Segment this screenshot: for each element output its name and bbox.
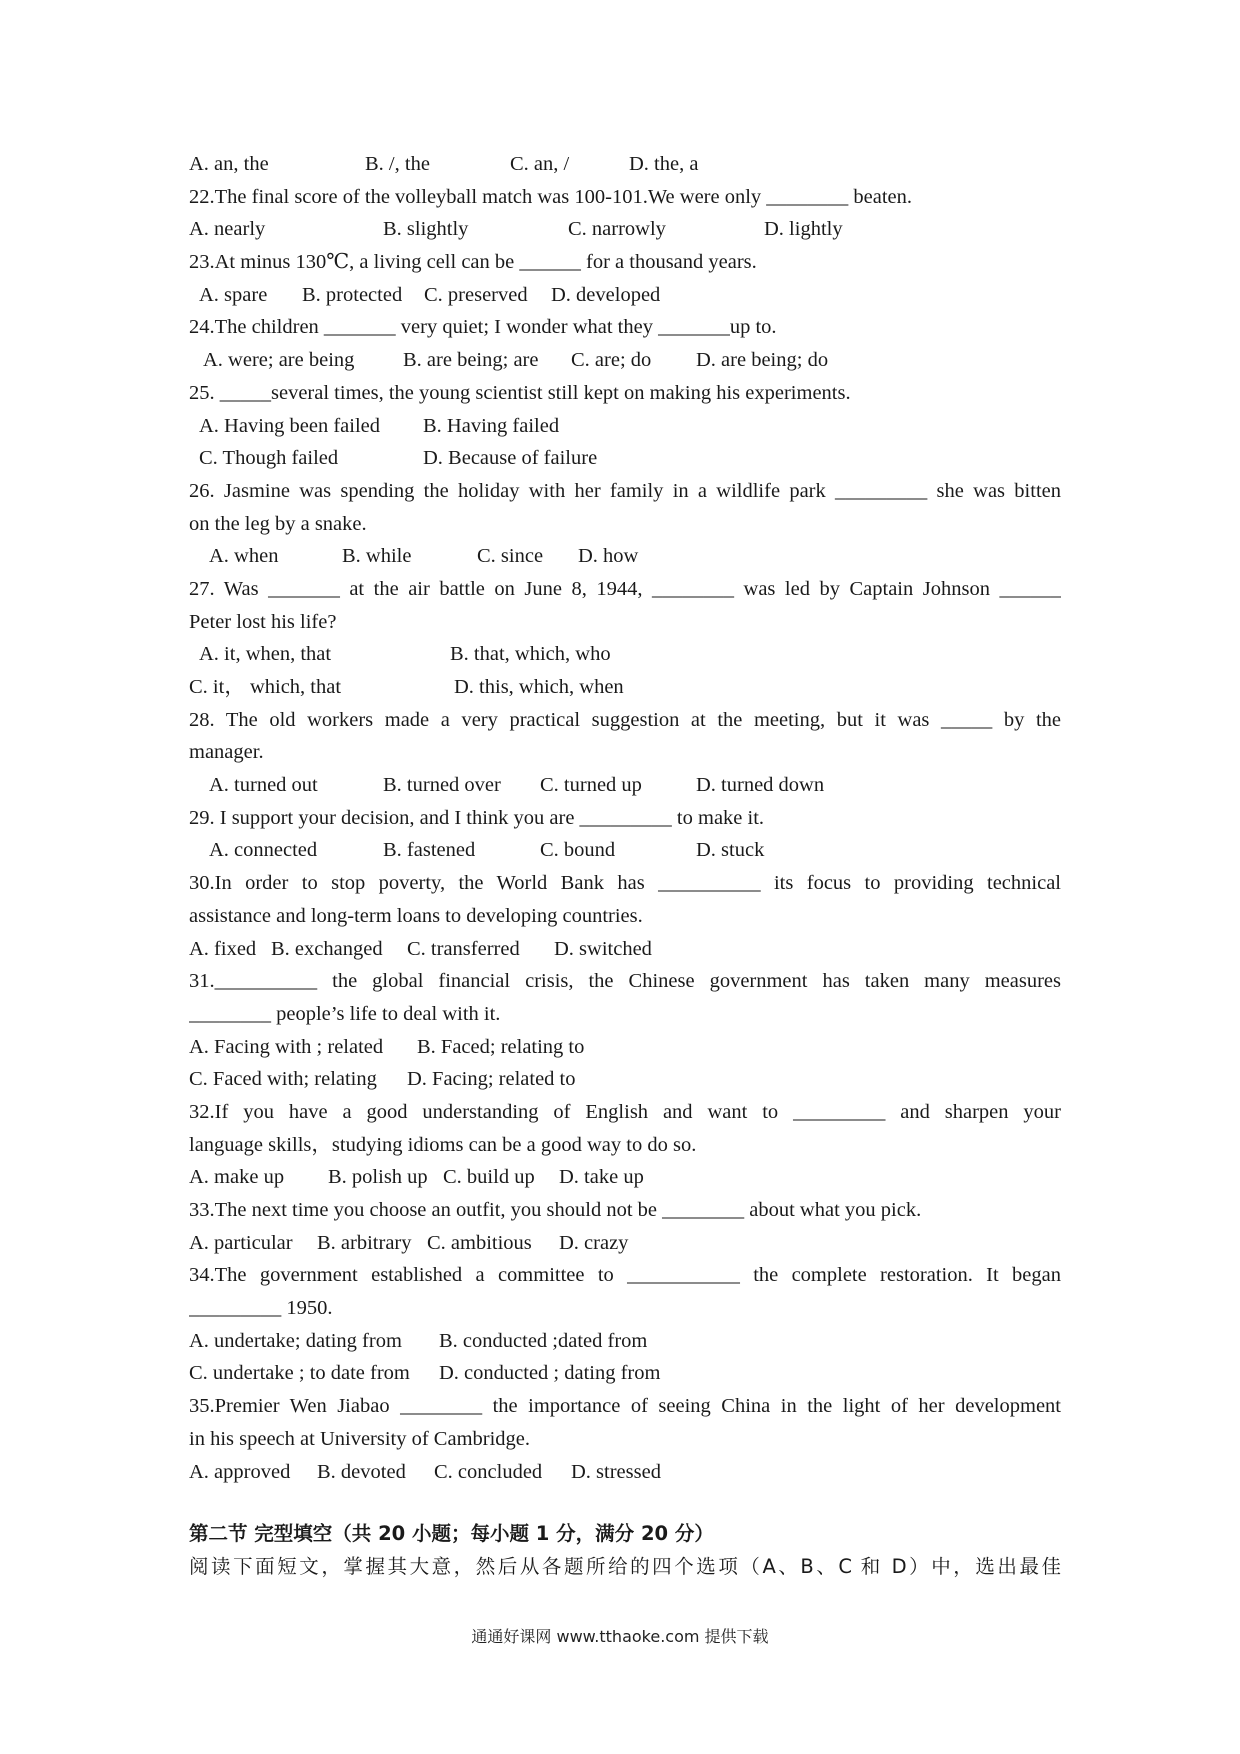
answer-option: B. arbitrary <box>317 1231 412 1254</box>
answer-option: C. it， which, that <box>189 676 342 698</box>
answer-option: B. conducted ;dated from <box>439 1329 648 1352</box>
answer-option: B. Faced; relating to <box>417 1035 585 1058</box>
q22-stem: 22.The final score of the volleyball match was 100-101.We were only ________ beaten. <box>189 185 913 208</box>
answer-option: A. were; are being <box>203 349 355 372</box>
answer-option: B. exchanged <box>271 937 383 960</box>
answer-option: D. Facing; related to <box>407 1068 576 1091</box>
answer-option: C. narrowly <box>568 218 666 241</box>
q32-options <box>189 1161 1061 1194</box>
q24-options <box>189 344 1061 377</box>
exam-page-body <box>189 148 1061 1584</box>
answer-option: C. Faced with; relating <box>189 1068 377 1091</box>
answer-option: A. approved <box>189 1460 291 1483</box>
answer-option: C. Though failed <box>199 447 339 470</box>
answer-option: C. transferred <box>407 937 520 960</box>
q31-options-2 <box>189 1063 1061 1096</box>
q26-stem-1: 26. Jasmine was spending the holiday with her family in a wildlife park _________ she was bitten <box>189 479 1061 502</box>
q24-stem: 24.The children _______ very quiet; I wonder what they _______up to. <box>189 316 777 339</box>
q28-options <box>189 769 1061 802</box>
answer-option: A. Facing with ; related <box>189 1035 384 1058</box>
answer-option: B. that, which, who <box>450 643 611 666</box>
answer-option: A. particular <box>189 1231 293 1254</box>
answer-option: C. preserved <box>424 283 528 306</box>
answer-option: A. make up <box>189 1166 285 1189</box>
q23-stem: 23.At minus 130℃, a living cell can be ______ for a thousand years. <box>189 251 757 274</box>
answer-option: D. switched <box>554 937 652 960</box>
q27-options-2 <box>189 671 1061 704</box>
blank-gap <box>189 1488 1061 1518</box>
q34-stem-1: 34.The government established a committee to ___________ the complete restoration. It began <box>189 1264 1061 1287</box>
answer-option: C. an, / <box>510 153 570 175</box>
answer-option: D. Because of failure <box>423 447 598 470</box>
answer-option: A. turned out <box>209 774 318 797</box>
q27-stem-2: Peter lost his life? <box>189 610 337 633</box>
q31-stem-1: 31.__________ the global financial crisis, the Chinese government has taken many measures <box>189 970 1061 993</box>
q34-options-1 <box>189 1325 1061 1358</box>
q28-stem-2: manager. <box>189 741 264 764</box>
answer-option: C. build up <box>443 1166 535 1189</box>
q25-options-2 <box>189 442 1061 475</box>
q35-stem-2: in his speech at University of Cambridge. <box>189 1427 531 1450</box>
q29-stem: 29. I support your decision, and I think you are _________ to make it. <box>189 806 765 829</box>
answer-option: D. turned down <box>696 774 825 797</box>
answer-option: A. an, the <box>189 153 269 175</box>
q34-stem-2: _________ 1950. <box>189 1297 333 1320</box>
answer-option: A. when <box>209 545 279 568</box>
q30-stem-2: assistance and long-term loans to developing countries. <box>189 904 643 927</box>
q26-options <box>189 540 1061 573</box>
answer-option: A. undertake; dating from <box>189 1329 402 1352</box>
q26-stem-2: on the leg by a snake. <box>189 512 367 535</box>
q25-stem: 25. _____several times, the young scientist still kept on making his experiments. <box>189 381 851 404</box>
answer-option: C. turned up <box>540 774 642 797</box>
q32-stem-1: 32.If you have a good understanding of English and want to _________ and sharpen your <box>189 1100 1061 1123</box>
answer-option: D. conducted ; dating from <box>439 1362 661 1385</box>
answer-option: B. turned over <box>383 774 501 797</box>
q33-options <box>189 1227 1061 1260</box>
answer-option: A. spare <box>199 283 268 306</box>
q31-options-1 <box>189 1031 1061 1064</box>
answer-option: B. /, the <box>365 153 430 175</box>
answer-option: D. lightly <box>764 218 843 241</box>
answer-option: C. are; do <box>571 349 652 372</box>
answer-option: A. connected <box>209 839 318 862</box>
answer-option: A. Having been failed <box>199 414 381 437</box>
q25-options-1 <box>189 410 1061 443</box>
q31-stem-2: ________ people’s life to deal with it. <box>189 1002 501 1025</box>
answer-option: B. are being; are <box>403 349 539 372</box>
page-footer: 通通好课网 www.tthaoke.com 提供下载 <box>471 1627 769 1646</box>
q23-options <box>189 279 1061 312</box>
answer-option: D. stressed <box>571 1460 661 1483</box>
q22-options <box>189 213 1061 246</box>
q35-options <box>189 1456 1061 1489</box>
answer-option: A. it, when, that <box>199 643 332 666</box>
answer-option: D. are being; do <box>696 349 829 372</box>
answer-option: C. ambitious <box>427 1231 532 1254</box>
q27-options-1 <box>189 638 1061 671</box>
q27-stem-1: 27. Was _______ at the air battle on June 8, 1944, ________ was led by Captain Johnson ______ <box>189 577 1061 600</box>
q28-stem-1: 28. The old workers made a very practical suggestion at the meeting, but it was _____ by the <box>189 708 1061 731</box>
q29-options <box>189 834 1061 867</box>
answer-option: C. concluded <box>434 1460 543 1483</box>
answer-option: B. devoted <box>317 1460 406 1483</box>
q33-stem: 33.The next time you choose an outfit, you should not be ________ about what you pick. <box>189 1199 922 1221</box>
section-2-instructions: 阅读下面短文，掌握其大意，然后从各题所给的四个选项（A、B、C 和 D）中，选出最佳 <box>189 1554 1061 1578</box>
answer-option: C. undertake ; to date from <box>189 1362 410 1385</box>
answer-option: B. slightly <box>383 218 469 241</box>
q34-options-2 <box>189 1357 1061 1390</box>
answer-option: D. developed <box>551 283 661 306</box>
answer-option: B. while <box>342 545 412 568</box>
q35-stem-1: 35.Premier Wen Jiabao ________ the importance of seeing China in the light of her development <box>189 1395 1061 1418</box>
q30-options <box>189 933 1061 966</box>
answer-option: B. protected <box>302 283 403 306</box>
answer-option: D. take up <box>559 1166 644 1189</box>
answer-option: D. how <box>578 545 639 568</box>
answer-option: D. stuck <box>696 839 765 862</box>
section-2-title: 第二节 完型填空（共 20 小题；每小题 1 分，满分 20 分） <box>189 1522 714 1546</box>
answer-option: B. fastened <box>383 839 476 862</box>
q32-stem-2: language skills，studying idioms can be a good way to do so. <box>189 1133 697 1156</box>
answer-option: D. this, which, when <box>454 676 624 698</box>
answer-option: A. fixed <box>189 937 257 960</box>
answer-option: B. Having failed <box>423 414 560 437</box>
q21-options <box>189 148 1061 181</box>
answer-option: C. since <box>477 545 544 568</box>
q30-stem-1: 30.In order to stop poverty, the World Bank has __________ its focus to providing technical <box>189 872 1061 895</box>
answer-option: D. crazy <box>559 1231 629 1254</box>
answer-option: B. polish up <box>328 1166 428 1189</box>
answer-option: C. bound <box>540 839 616 862</box>
answer-option: D. the, a <box>629 153 699 175</box>
answer-option: A. nearly <box>189 218 266 241</box>
